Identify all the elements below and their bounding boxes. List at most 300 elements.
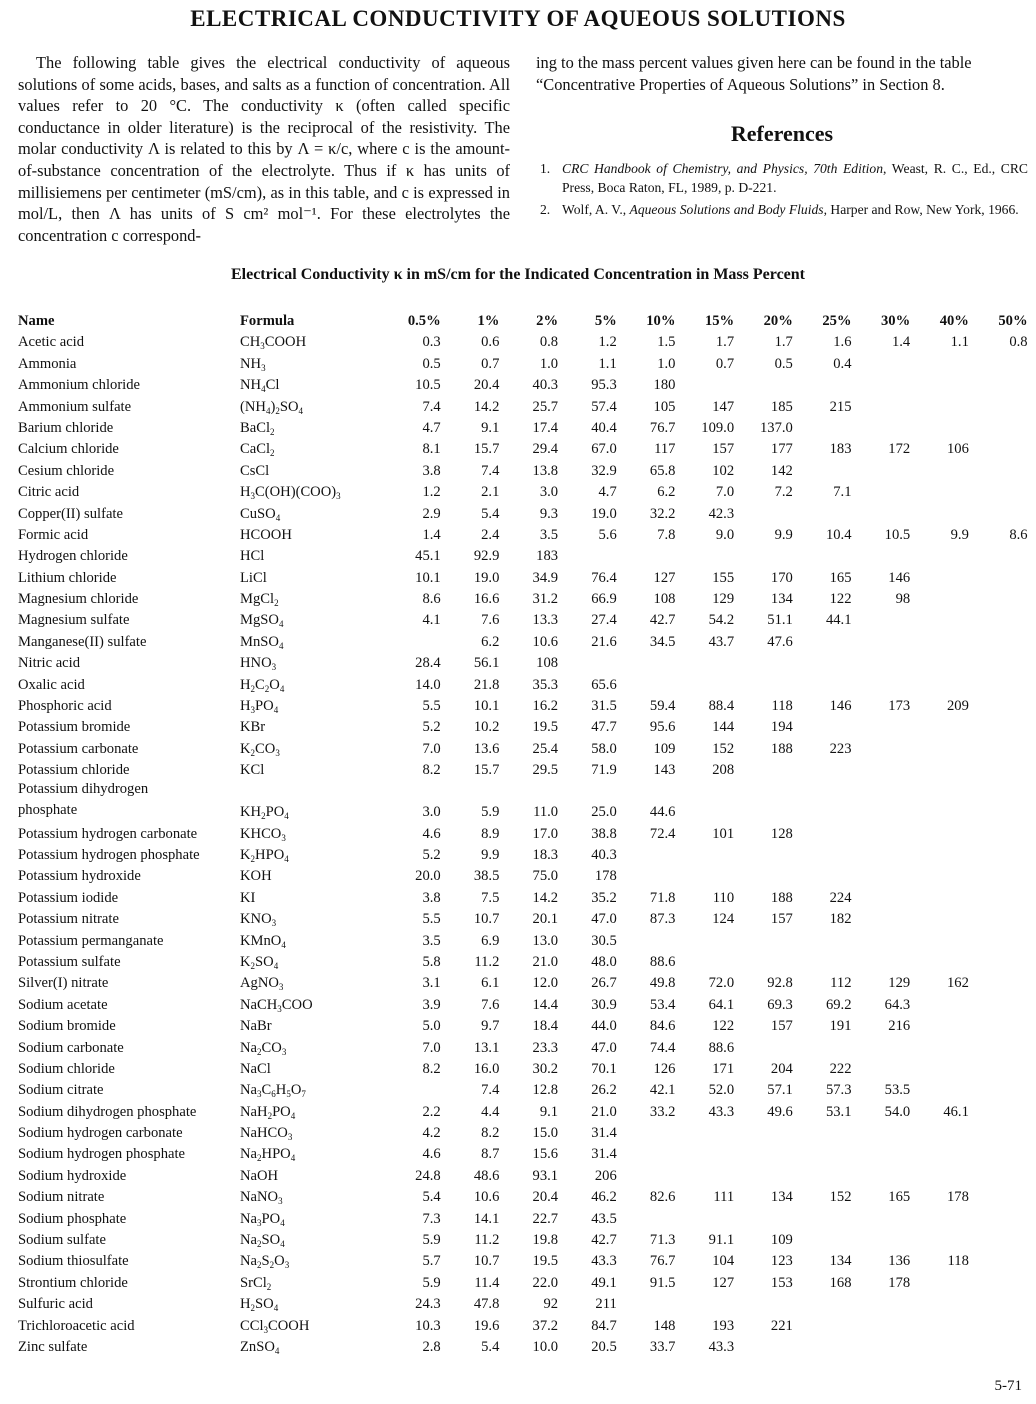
conductivity-value: 191: [829, 1018, 852, 1035]
compound-name: Calcium chloride: [18, 441, 119, 458]
conductivity-value: 10.6: [532, 633, 559, 650]
conductivity-value: 76.7: [649, 419, 676, 436]
conductivity-value: 10.2: [473, 719, 500, 736]
conductivity-value: 2.9: [422, 505, 441, 522]
conductivity-value: [793, 1142, 852, 1163]
conductivity-value: [675, 928, 734, 949]
conductivity-value: 172: [888, 441, 911, 458]
conductivity-value: 3.8: [422, 462, 441, 479]
conductivity-value: [969, 1121, 1028, 1142]
conductivity-value: [734, 501, 793, 522]
compound-name: Silver(I) nitrate: [18, 975, 109, 992]
conductivity-value: 15.0: [532, 1125, 559, 1142]
compound-formula: $H_2SO_4$: [240, 1296, 279, 1314]
conductivity-value: 5.4: [422, 1189, 441, 1206]
compound-name: Potassium hydrogen phosphate: [18, 846, 200, 863]
conductivity-value: 91.5: [649, 1274, 676, 1291]
conductivity-value: 8.2: [481, 1125, 500, 1142]
conductivity-value: [558, 544, 617, 565]
conductivity-value: [969, 1249, 1028, 1270]
conductivity-value: [910, 672, 969, 693]
conductivity-value: [793, 629, 852, 650]
compound-formula: $Na_3PO_4$: [240, 1210, 285, 1228]
conductivity-value: 71.8: [649, 889, 676, 906]
conductivity-value: [675, 1206, 734, 1227]
conductivity-value: 108: [536, 655, 559, 672]
conductivity-value: 7.0: [422, 1039, 441, 1056]
conductivity-value: [969, 1206, 1028, 1227]
table-row: [18, 373, 1028, 394]
page-title: ELECTRICAL CONDUCTIVITY OF AQUEOUS SOLUTIONS: [190, 6, 846, 31]
conductivity-value: [793, 1121, 852, 1142]
conductivity-value: [734, 864, 793, 885]
compound-formula: KI: [240, 889, 256, 906]
compound-formula: BaCl$_2$: [240, 419, 275, 437]
compound-formula: $H_3PO_4$: [240, 698, 279, 716]
compound-name: Potassium hydroxide: [18, 868, 141, 885]
compound-formula: AgNO$_3$: [240, 975, 284, 993]
conductivity-value: [675, 843, 734, 864]
conductivity-value: 9.1: [481, 419, 500, 436]
conductivity-value: 37.2: [532, 1317, 559, 1334]
conductivity-value: [852, 373, 911, 394]
conductivity-value: 111: [713, 1189, 735, 1206]
conductivity-value: 84.6: [649, 1018, 676, 1035]
conductivity-value: [852, 885, 911, 906]
conductivity-value: 6.2: [481, 633, 500, 650]
compound-formula: KOH: [240, 868, 272, 885]
conductivity-value: 0.6: [481, 334, 500, 351]
conductivity-value: 126: [653, 1060, 676, 1077]
table-row: [18, 715, 1028, 736]
table-row: [18, 565, 1028, 586]
conductivity-value: 92: [543, 1296, 559, 1313]
conductivity-value: [852, 1121, 911, 1142]
conductivity-value: [910, 458, 969, 479]
conductivity-value: 157: [770, 1018, 793, 1035]
conductivity-value: 19.6: [473, 1317, 500, 1334]
conductivity-value: 87.3: [649, 911, 676, 928]
table-row: [18, 672, 1028, 693]
conductivity-value: [617, 1206, 676, 1227]
compound-formula: $K_2CO_3$: [240, 740, 280, 758]
conductivity-value: 22.7: [532, 1210, 559, 1227]
conductivity-value: 43.3: [591, 1253, 617, 1270]
conductivity-value: 44.6: [649, 804, 676, 821]
conductivity-value: [617, 843, 676, 864]
conductivity-value: 1.2: [422, 484, 441, 501]
compound-formula: LiCl: [240, 569, 267, 586]
conductivity-value: [793, 715, 852, 736]
conductivity-value: 1.4: [891, 334, 911, 351]
compound-name: Sodium hydrogen phosphate: [18, 1146, 186, 1163]
conductivity-value: [793, 1313, 852, 1334]
conductivity-value: [969, 629, 1028, 650]
conductivity-value: 29.5: [532, 762, 559, 779]
conductivity-value: 134: [770, 591, 793, 608]
conductivity-value: 1.0: [539, 355, 559, 372]
conductivity-value: 16.0: [473, 1060, 500, 1077]
conductivity-value: 18.3: [532, 846, 559, 863]
conductivity-value: [734, 843, 793, 864]
reference-number: 1.: [540, 160, 551, 176]
conductivity-value: 59.4: [649, 698, 676, 715]
table-row: [18, 885, 1028, 906]
conductivity-value: [910, 651, 969, 672]
conductivity-value: 146: [829, 698, 852, 715]
conductivity-value: 9.9: [774, 526, 793, 543]
conductivity-value: [617, 928, 676, 949]
conductivity-value: 209: [946, 698, 969, 715]
conductivity-value: 1.7: [715, 334, 735, 351]
conductivity-value: 52.0: [708, 1082, 735, 1099]
compound-formula: $Na_2CO_3$: [240, 1039, 287, 1057]
compound-name: Sulfuric acid: [18, 1296, 93, 1313]
conductivity-value: [969, 437, 1028, 458]
reference-details: , Weast, R. C., Ed., CRC Press, Boca Raton, FL, 1989, p. D-221.: [562, 160, 1028, 195]
table-row: [18, 501, 1028, 522]
conductivity-value: 98: [895, 591, 911, 608]
conductivity-value: [969, 864, 1028, 885]
conductivity-value: [617, 1292, 676, 1313]
conductivity-value: 5.5: [422, 911, 441, 928]
header-concentration: 25%: [822, 313, 852, 329]
conductivity-value: 3.9: [422, 996, 441, 1013]
conductivity-value: [852, 629, 911, 650]
conductivity-value: 134: [829, 1253, 852, 1270]
compound-formula: $KH_2PO_4$: [240, 804, 289, 822]
conductivity-value: [852, 394, 911, 415]
conductivity-value: 128: [770, 825, 793, 842]
conductivity-value: 42.7: [649, 612, 676, 629]
table-row: [18, 1249, 1028, 1270]
conductivity-value: 47.0: [591, 1039, 617, 1056]
reference-number: 2.: [540, 201, 551, 217]
conductivity-value: 42.7: [591, 1232, 617, 1249]
conductivity-value: 144: [712, 719, 735, 736]
compound-name: Sodium hydrogen carbonate: [18, 1125, 183, 1142]
header-concentration: 2%: [536, 313, 559, 329]
table-row: [18, 1313, 1028, 1334]
compound-name: Ammonium sulfate: [18, 398, 132, 415]
header-concentration: 30%: [881, 313, 911, 329]
conductivity-value: 0.8: [1009, 334, 1028, 351]
reference-title: CRC Handbook of Chemistry, and Physics, 70th Edition: [562, 160, 884, 176]
table-row: [18, 907, 1028, 928]
compound-name: Potassium hydrogen carbonate: [18, 825, 198, 842]
conductivity-value: 4.2: [422, 1125, 441, 1142]
conductivity-value: 127: [712, 1274, 735, 1291]
header-name: Name: [18, 313, 55, 329]
conductivity-value: [558, 651, 617, 672]
compound-formula: NaCH$_3$COO: [240, 996, 313, 1014]
conductivity-value: [910, 843, 969, 864]
conductivity-value: 44.0: [591, 1018, 617, 1035]
conductivity-value: 17.4: [532, 419, 559, 436]
compound-name: Oxalic acid: [18, 676, 85, 693]
table-row: [18, 523, 1028, 544]
compound-name: Manganese(II) sulfate: [18, 633, 147, 650]
conductivity-value: 9.3: [539, 505, 559, 522]
compound-name: Potassium iodide: [18, 889, 119, 906]
conductivity-value: 57.4: [591, 398, 617, 415]
conductivity-value: [793, 458, 852, 479]
conductivity-value: 88.4: [708, 698, 735, 715]
conductivity-value: 29.4: [532, 441, 559, 458]
conductivity-value: 19.8: [532, 1232, 559, 1249]
conductivity-value: 13.1: [473, 1039, 500, 1056]
conductivity-value: 66.9: [591, 591, 617, 608]
conductivity-value: [910, 351, 969, 372]
conductivity-value: 7.3: [422, 1210, 441, 1227]
conductivity-value: 173: [888, 698, 911, 715]
conductivity-value: 8.2: [422, 762, 441, 779]
conductivity-value: [793, 950, 852, 971]
conductivity-value: 10.7: [473, 1253, 500, 1270]
conductivity-value: [793, 1292, 852, 1313]
conductivity-value: 11.2: [474, 1232, 500, 1249]
conductivity-value: [910, 608, 969, 629]
conductivity-value: 57.3: [825, 1082, 852, 1099]
conductivity-value: 5.9: [481, 804, 500, 821]
conductivity-value: 1.1: [598, 355, 617, 372]
compound-name: Lithium chloride: [18, 569, 117, 586]
conductivity-value: 13.6: [473, 740, 500, 757]
conductivity-value: [793, 928, 852, 949]
conductivity-value: 53.4: [649, 996, 676, 1013]
table-row: [18, 1014, 1028, 1035]
conductivity-value: [793, 651, 852, 672]
conductivity-value: 19.0: [591, 505, 617, 522]
conductivity-value: [675, 1163, 734, 1184]
conductivity-value: [793, 501, 852, 522]
conductivity-value: [969, 458, 1028, 479]
conductivity-value: 5.9: [422, 1274, 441, 1291]
conductivity-value: 123: [770, 1253, 793, 1270]
conductivity-value: 25.4: [532, 740, 559, 757]
conductivity-value: [969, 1078, 1028, 1099]
conductivity-value: [852, 736, 911, 757]
conductivity-value: [734, 1206, 793, 1227]
intro-text-left: [18, 52, 510, 246]
conductivity-value: [910, 565, 969, 586]
conductivity-value: [910, 544, 969, 565]
conductivity-value: 165: [829, 569, 852, 586]
conductivity-value: 7.6: [481, 996, 500, 1013]
conductivity-value: [734, 779, 793, 821]
compound-formula: $Na_2SO_4$: [240, 1232, 285, 1250]
conductivity-value: 25.7: [532, 398, 559, 415]
conductivity-value: 6.1: [481, 975, 500, 992]
conductivity-value: 51.1: [767, 612, 793, 629]
compound-name: Magnesium sulfate: [18, 612, 130, 629]
compound-formula: KMnO$_4$: [240, 932, 286, 950]
compound-formula: KBr: [240, 719, 266, 736]
conductivity-value: 122: [712, 1018, 735, 1035]
conductivity-value: [852, 1163, 911, 1184]
conductivity-value: 206: [594, 1167, 617, 1184]
conductivity-value: 134: [770, 1189, 793, 1206]
conductivity-value: 8.9: [481, 825, 500, 842]
conductivity-value: [852, 672, 911, 693]
conductivity-value: 7.5: [481, 889, 500, 906]
conductivity-value: [910, 480, 969, 501]
conductivity-value: 14.2: [532, 889, 559, 906]
conductivity-value: 48.0: [591, 953, 617, 970]
conductivity-value: 33.7: [649, 1338, 676, 1355]
conductivity-value: 10.6: [473, 1189, 500, 1206]
conductivity-value: 109.0: [701, 419, 735, 436]
conductivity-value: [910, 1292, 969, 1313]
conductivity-value: 168: [829, 1274, 852, 1291]
conductivity-value: 4.1: [422, 612, 441, 629]
table-row: [18, 1206, 1028, 1227]
conductivity-value: 7.0: [422, 740, 441, 757]
conductivity-value: [910, 587, 969, 608]
conductivity-value: 5.4: [481, 505, 500, 522]
compound-name: Sodium citrate: [18, 1082, 104, 1099]
intro-paragraph-continued: ing to the mass percent values given here can be found in the table “Concentrative Properties of Aqueous Solutions” in Section 8.: [536, 53, 972, 94]
reference-author: Wolf, A. V.,: [562, 201, 630, 217]
table-row: [18, 1163, 1028, 1184]
compound-name: Acetic acid: [18, 334, 85, 351]
conductivity-value: [852, 950, 911, 971]
conductivity-value: 30.5: [591, 932, 617, 949]
conductivity-value: 19.0: [473, 569, 500, 586]
table-row: [18, 394, 1028, 415]
conductivity-value: 153: [770, 1274, 793, 1291]
conductivity-value: 3.8: [422, 889, 441, 906]
conductivity-table: [18, 308, 1028, 1356]
conductivity-value: 5.2: [422, 719, 441, 736]
table-row: [18, 1228, 1028, 1249]
conductivity-value: 11.0: [533, 804, 559, 821]
header-concentration: 50%: [998, 313, 1028, 329]
conductivity-value: [852, 821, 911, 842]
compound-formula: NaCl: [240, 1060, 271, 1077]
conductivity-value: 118: [947, 1253, 969, 1270]
conductivity-value: [969, 544, 1028, 565]
conductivity-value: 1.5: [657, 334, 676, 351]
conductivity-value: 16.2: [532, 698, 559, 715]
conductivity-value: [852, 544, 911, 565]
compound-formula: MgSO$_4$: [240, 612, 284, 630]
conductivity-value: [969, 501, 1028, 522]
compound-name: Sodium thiosulfate: [18, 1253, 129, 1270]
compound-formula: $Na_2HPO_4$: [240, 1146, 296, 1164]
conductivity-value: 104: [712, 1253, 735, 1270]
conductivity-value: 183: [829, 441, 852, 458]
conductivity-value: [852, 1206, 911, 1227]
conductivity-value: [910, 629, 969, 650]
conductivity-value: [969, 950, 1028, 971]
conductivity-value: [852, 907, 911, 928]
conductivity-value: 3.0: [422, 804, 441, 821]
conductivity-value: 49.8: [649, 975, 676, 992]
conductivity-value: [910, 1057, 969, 1078]
conductivity-value: 185: [770, 398, 793, 415]
conductivity-value: 10.1: [473, 698, 500, 715]
conductivity-value: 222: [829, 1060, 852, 1077]
conductivity-value: [793, 779, 852, 821]
conductivity-value: 20.1: [532, 911, 559, 928]
conductivity-value: [734, 1035, 793, 1056]
conductivity-value: 143: [653, 762, 676, 779]
conductivity-value: 193: [712, 1317, 735, 1334]
conductivity-value: 194: [770, 719, 793, 736]
conductivity-value: 15.6: [532, 1146, 559, 1163]
conductivity-value: 136: [888, 1253, 911, 1270]
table-row: [18, 330, 1028, 351]
conductivity-value: 47.6: [767, 633, 793, 650]
conductivity-value: 21.0: [532, 953, 559, 970]
table-row: [18, 544, 1028, 565]
conductivity-value: 49.6: [767, 1103, 793, 1120]
conductivity-value: 7.4: [481, 1082, 500, 1099]
conductivity-value: [969, 672, 1028, 693]
conductivity-value: [910, 885, 969, 906]
conductivity-value: 34.9: [532, 569, 559, 586]
conductivity-value: [852, 864, 911, 885]
conductivity-value: [969, 1099, 1028, 1120]
conductivity-value: 10.4: [825, 526, 852, 543]
conductivity-value: [969, 1163, 1028, 1184]
conductivity-value: [852, 715, 911, 736]
conductivity-value: [969, 992, 1028, 1013]
conductivity-value: 93.1: [532, 1167, 559, 1184]
conductivity-value: 35.2: [591, 889, 617, 906]
conductivity-value: 53.5: [884, 1082, 911, 1099]
compound-name: Copper(II) sulfate: [18, 505, 123, 522]
conductivity-value: [793, 1163, 852, 1184]
conductivity-value: [793, 672, 852, 693]
conductivity-value: 157: [712, 441, 735, 458]
conductivity-value: 9.9: [481, 846, 500, 863]
header-concentration: 0.5%: [407, 313, 441, 329]
compound-formula: CuSO$_4$: [240, 505, 281, 523]
compound-formula: $KNO_3$: [240, 911, 277, 929]
conductivity-value: 112: [830, 975, 852, 992]
conductivity-value: [675, 651, 734, 672]
conductivity-value: [734, 1292, 793, 1313]
conductivity-value: [910, 758, 969, 779]
compound-formula: ZnSO$_4$: [240, 1338, 280, 1356]
conductivity-value: 0.4: [833, 355, 852, 372]
table-row: [18, 758, 1028, 779]
conductivity-value: 43.5: [591, 1210, 617, 1227]
compound-name: Nitric acid: [18, 655, 80, 672]
conductivity-value: 16.6: [473, 591, 500, 608]
conductivity-value: 21.8: [473, 676, 500, 693]
conductivity-value: 48.6: [473, 1167, 500, 1184]
conductivity-value: [675, 373, 734, 394]
conductivity-value: 152: [712, 740, 735, 757]
reference-details: , Harper and Row, New York, 1966.: [823, 201, 1019, 217]
conductivity-value: 0.7: [715, 355, 735, 372]
conductivity-value: [969, 1228, 1028, 1249]
conductivity-value: [910, 821, 969, 842]
conductivity-value: [734, 1335, 793, 1356]
conductivity-value: [910, 1142, 969, 1163]
conductivity-value: 2.8: [422, 1338, 441, 1355]
conductivity-value: 31.4: [591, 1125, 617, 1142]
conductivity-value: [852, 758, 911, 779]
conductivity-value: [793, 1035, 852, 1056]
conductivity-value: [910, 928, 969, 949]
conductivity-value: 10.1: [415, 569, 441, 586]
conductivity-value: [793, 821, 852, 842]
conductivity-value: 3.5: [539, 526, 559, 543]
